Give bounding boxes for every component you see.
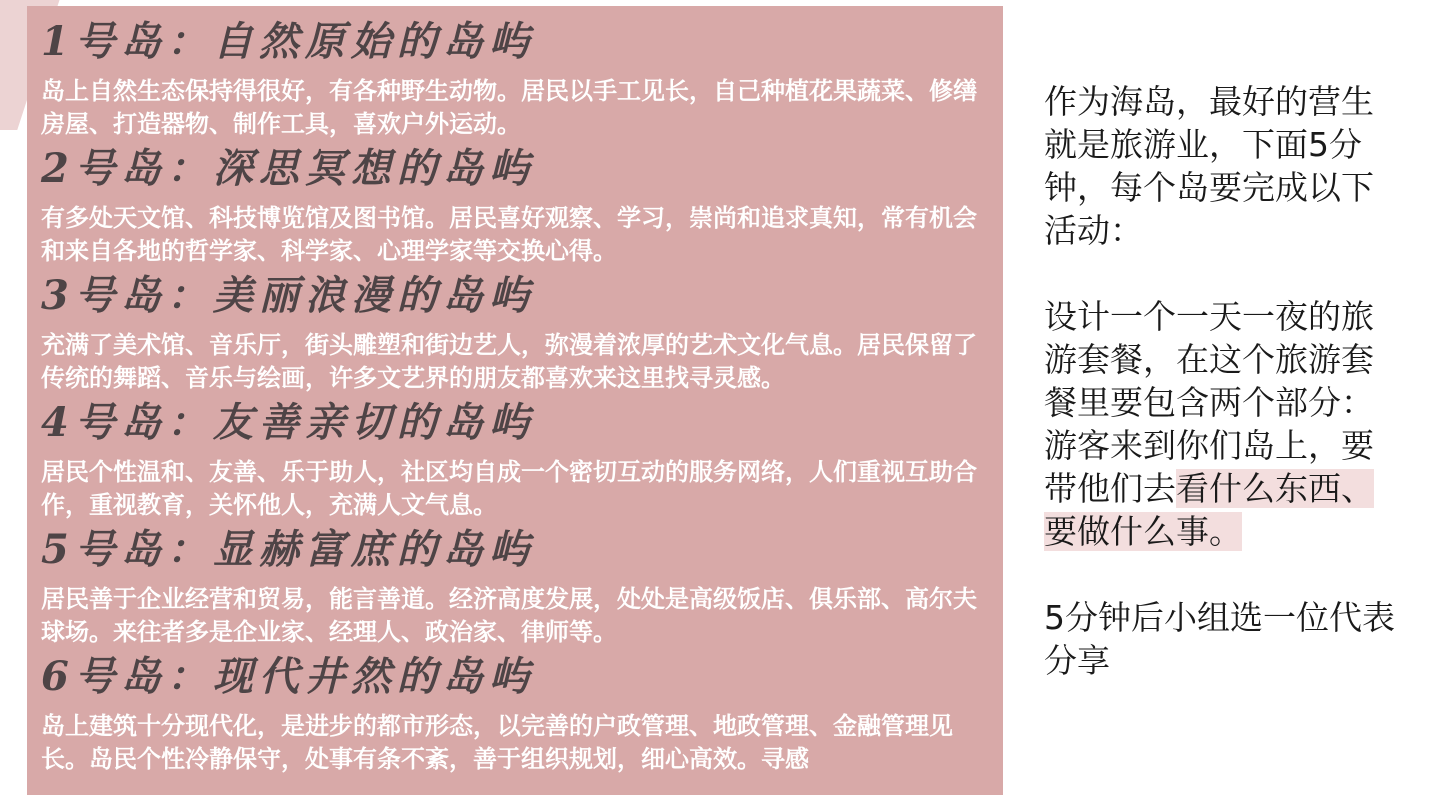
island-description: 岛上建筑十分现代化，是进步的都市形态，以完善的户政管理、地政管理、金融管理见长。岛民个性冷静保守，处事有条不紊，善于组织规划，细心高效。寻感 (41, 713, 953, 773)
island-title: 4号岛：友善亲切的岛屿 (41, 399, 535, 446)
island-title: 1号岛：自然原始的岛屿 (41, 18, 535, 65)
island-1 (41, 16, 1003, 141)
island-5 (41, 524, 1003, 649)
island-title: 5号岛：显赫富庶的岛屿 (41, 526, 535, 573)
task-highlight: 看什么东西、要做什么事。 (1044, 469, 1374, 551)
island-title: 6号岛：现代井然的岛屿 (41, 653, 535, 700)
task-text (1044, 295, 1404, 553)
island-description: 居民个性温和、友善、乐于助人，社区均自成一个密切互动的服务网络，人们重视互助合作，重视教育，关怀他人，充满人文气息。 (41, 459, 977, 519)
island-description: 充满了美术馆、音乐厅，街头雕塑和街边艺人，弥漫着浓厚的艺术文化气息。居民保留了传统的舞蹈、音乐与绘画，许多文艺界的朋友都喜欢来这里找寻灵感。 (41, 332, 977, 392)
islands-panel (27, 6, 1003, 795)
intro-text: 作为海岛，最好的营生就是旅游业，下面5分钟，每个岛要完成以下活动： (1044, 82, 1374, 250)
island-3 (41, 270, 1003, 395)
island-title: 2号岛：深思冥想的岛屿 (41, 145, 535, 192)
island-title: 3号岛：美丽浪漫的岛屿 (41, 272, 535, 319)
closing-text: 5分钟后小组选一位代表分享 (1044, 598, 1395, 680)
island-6 (41, 651, 1003, 776)
island-2 (41, 143, 1003, 268)
task-plain: 设计一个一天一夜的旅游套餐，在这个旅游套餐里要包含两个部分：游客来到你们岛上，要带他们去 (1044, 297, 1374, 508)
island-description: 岛上自然生态保持得很好，有各种野生动物。居民以手工见长，自己种植花果蔬菜、修缮房屋、打造器物、制作工具，喜欢户外运动。 (41, 78, 977, 138)
island-description: 有多处天文馆、科技博览馆及图书馆。居民喜好观察、学习，崇尚和追求真知，常有机会和来自各地的哲学家、科学家、心理学家等交换心得。 (41, 205, 977, 265)
activity-instructions (1044, 80, 1404, 682)
island-4 (41, 397, 1003, 522)
island-description: 居民善于企业经营和贸易，能言善道。经济高度发展，处处是高级饭店、俱乐部、高尔夫球场。来往者多是企业家、经理人、政治家、律师等。 (41, 586, 977, 646)
